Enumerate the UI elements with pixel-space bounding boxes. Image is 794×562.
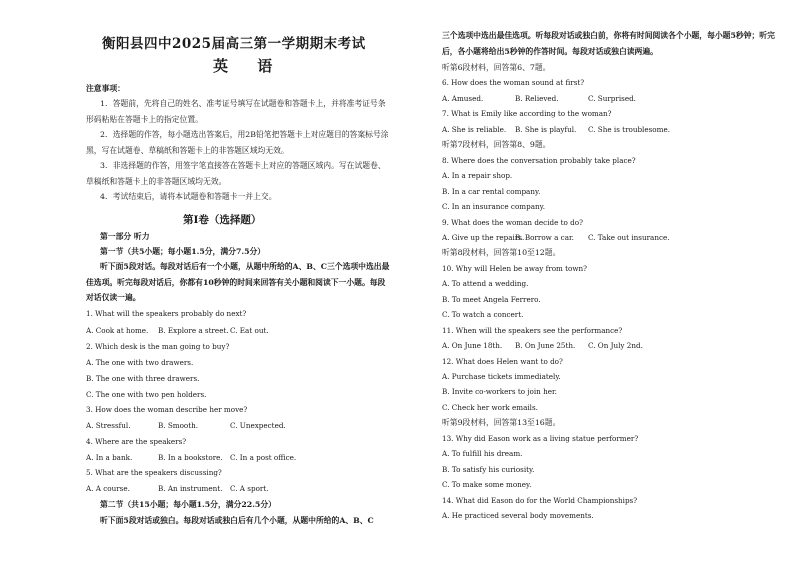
option: C. To watch a concert. [442,310,524,320]
option-a: A. Amused. [442,93,484,103]
notice-item-2: 2．选择题的作答，每小题选出答案后，用2B铅笔把答题卡上对应题目的答案标号涂黑，写在试题卷、草稿纸和答题卡上的非答题区域均无效。 [86,130,389,155]
notice-item-4: 4．考试结束后，请将本试题卷和答题卡一并上交。 [100,192,277,201]
option: A. To attend a wedding. [442,279,529,289]
question: 12. What does Helen want to do? [442,356,563,366]
option: A. To fulfill his dream. [442,449,523,459]
option-a: A. Give up the repairs. [442,232,525,242]
option: A. Purchase tickets immediately. [442,372,561,381]
section2-instructions-cont: 三个选项中选出最佳选项。听每段对话或独白前，你将有时间阅读各个小题，每小题5秒钟；听完后，各小题将给出5秒钟的作答时间。每段对话或独白读两遍。 [442,31,775,56]
question: 9. What does the woman decide to do? [442,217,583,227]
question-4: 4. Where are the speakers? [86,437,187,446]
q3-option-c: C. Unexpected. [230,421,286,430]
notice-item-3: 3．非选择题的作答，用签字笔直接答在答题卡上对应的答题区域内。写在试题卷、草稿纸和答题卡上的非答题区域均无效。 [86,161,386,186]
option-c: C. She is troublesome. [588,124,670,134]
section1-instructions: 听下面5段对话。每段对话后有一个小题，从题中所给的A、B、C三个选项中选出最佳选项。听完每段对话后，你都有10秒钟的时间来回答有关小题和阅读下一小题。每段对话仅读一遍。 [86,262,390,302]
section2-instructions-start: 听下面5段对话或独白。每段对话或独白后有几个小题，从题中所给的A、B、C [100,516,374,525]
q1-option-b: B. Explore a street. [158,326,229,335]
q3-option-b: B. Smooth. [158,421,199,430]
section2-heading: 第二节（共15小题；每小题1.5分，满分22.5分） [100,500,276,509]
option-c: C. On July 2nd. [588,341,643,351]
q5-option-c: C. A sport. [230,484,269,493]
notice-heading: 注意事项： [86,84,125,93]
material-heading: 听第6段材料，回答第6、7题。 [442,63,551,72]
volume-heading: 第Ⅰ卷（选择题） [183,214,262,226]
option: A. In a repair shop. [442,171,513,181]
option-a: A. She is reliable. [442,124,507,134]
subject-title: 英 语 [213,57,285,75]
option-b: B. She is playful. [515,124,577,134]
question: 13. Why did Eason work as a living statue performer? [442,433,639,443]
option: B. To meet Angela Ferrero. [442,294,541,304]
question: 10. Why will Helen be away from town? [442,263,587,273]
q4-option-c: C. In a post office. [230,453,297,462]
option: C. To make some money. [442,480,532,490]
q2-option-b: B. The one with three drawers. [86,374,200,383]
q1-option-a: A. Cook at home. [86,326,149,335]
question: 6. How does the woman sound at first? [442,78,585,88]
q4-option-a: A. In a bank. [86,453,133,462]
question-3: 3. How does the woman describe her move? [86,405,248,414]
question: 8. Where does the conversation probably take place? [442,155,636,165]
notice-item-1: 1．答题前，先将自己的姓名、准考证号填写在试题卷和答题卡上，并将准考证号条形码粘贴在答题卡上的指定位置。 [86,99,386,124]
option: B. To satisfy his curiosity. [442,464,535,474]
option: B. In a car rental company. [442,186,541,196]
question: 7. What is Emily like according to the woman? [442,109,612,119]
q2-option-a: A. The one with two drawers. [86,358,194,367]
option-b: B. On June 25th. [515,341,576,351]
question: 14. What did Eason do for the World Championships? [442,495,638,505]
option: B. Invite co-workers to join her. [442,387,557,397]
q1-option-c: C. Eat out. [230,326,269,335]
exam-title: 衡阳县四中2025届高三第一学期期末考试 [102,36,366,52]
q3-option-a: A. Stressful. [86,421,131,430]
option-a: A. On June 18th. [442,341,503,351]
q2-option-c: C. The one with two pen holders. [86,390,207,399]
option-c: C. Take out insurance. [588,232,670,242]
section1-heading: 第一节（共5小题；每小题1.5分，满分7.5分） [100,247,266,256]
q5-option-a: A. A course. [86,484,130,493]
question-5: 5. What are the speakers discussing? [86,468,222,477]
q4-option-b: B. In a bookstore. [158,453,223,462]
material-heading: 听第7段材料，回答第8、9题。 [442,140,551,150]
option-b: B. Borrow a car. [515,232,574,242]
option: A. He practiced several body movements. [442,511,594,521]
q5-option-b: B. An instrument. [158,484,223,493]
part-heading: 第一部分 听力 [100,232,150,241]
option: C. In an insurance company. [442,202,545,212]
question-1: 1. What will the speakers probably do next? [86,309,247,318]
option-b: B. Relieved. [515,93,559,103]
option-c: C. Surprised. [588,93,636,103]
question-2: 2. Which desk is the man going to buy? [86,342,230,351]
option: C. Check her work emails. [442,402,538,412]
question: 11. When will the speakers see the performance? [442,325,623,335]
material-heading: 听第9段材料，回答第13至16题。 [442,418,561,428]
material-heading: 听第8段材料，回答第10至12题。 [442,248,561,258]
